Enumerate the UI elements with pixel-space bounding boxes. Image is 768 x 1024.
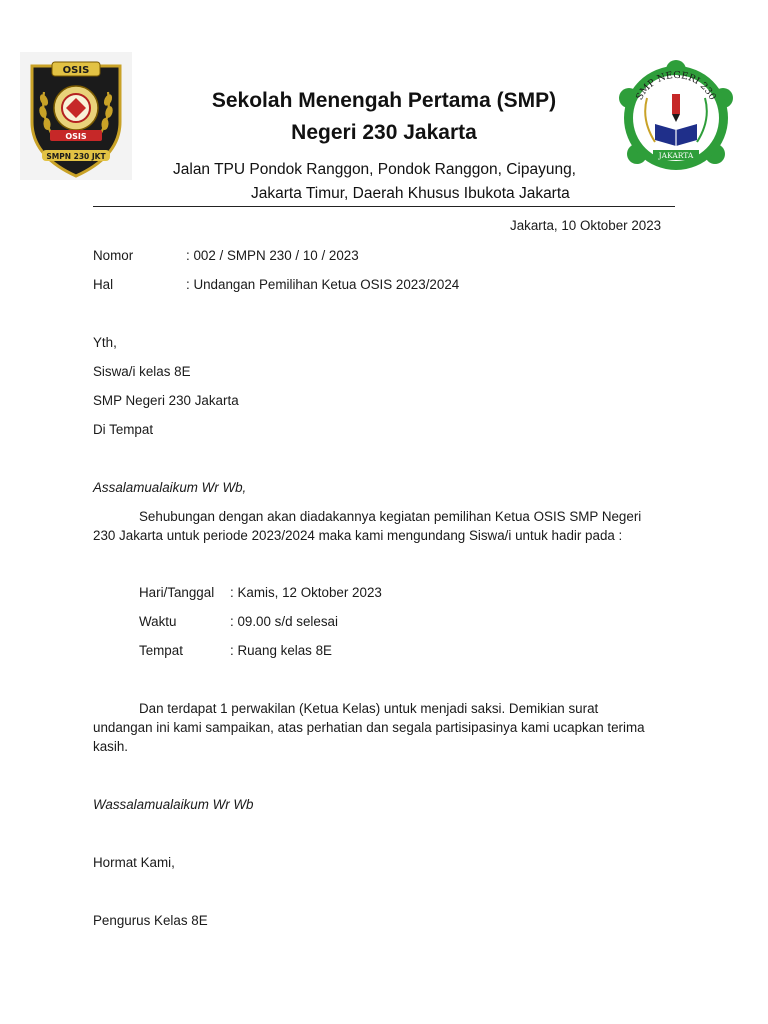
osis-logo-bottom-text: SMPN 230 JKT — [46, 152, 106, 161]
osis-logo-top-text: OSIS — [62, 65, 90, 76]
osis-logo-ribbon-text: OSIS — [65, 132, 87, 141]
address-line1: Jalan TPU Pondok Ranggon, Pondok Ranggon, Cipayung, — [173, 161, 576, 178]
nomor-value: : 002 / SMPN 230 / 10 / 2023 — [186, 248, 359, 263]
osis-logo — [20, 52, 132, 180]
closing-line1: Dan terdapat 1 perwakilan (Ketua Kelas) untuk menjadi saksi. Demikian surat — [139, 701, 599, 716]
farewell: Wassalamualaikum Wr Wb — [93, 797, 254, 812]
detail-time-label: Waktu — [139, 614, 177, 629]
sign-off: Hormat Kami, — [93, 855, 175, 870]
recipient-place: Di Tempat — [93, 422, 154, 437]
detail-date-label: Hari/Tanggal — [139, 585, 215, 600]
school-logo-arc-text: SMP NEGERI 230 — [634, 69, 718, 103]
hal-value: : Undangan Pemilihan Ketua OSIS 2023/2024 — [186, 277, 460, 292]
signatory: Pengurus Kelas 8E — [93, 913, 208, 928]
recipient-yth: Yth, — [93, 335, 117, 350]
hal-label: Hal — [93, 277, 114, 292]
intro-line2: 230 Jakarta untuk periode 2023/2024 maka kami mengundang Siswa/i untuk hadir pada : — [93, 528, 623, 543]
header-divider — [93, 206, 675, 207]
letter-date: Jakarta, 10 Oktober 2023 — [510, 218, 662, 233]
intro-line1: Sehubungan dengan akan diadakannya kegiatan pemilihan Ketua OSIS SMP Negeri — [139, 509, 642, 524]
school-name-line2: Negeri 230 Jakarta — [291, 121, 477, 144]
detail-place-label: Tempat — [139, 643, 183, 658]
detail-date-value: : Kamis, 12 Oktober 2023 — [230, 585, 382, 600]
greeting: Assalamualaikum Wr Wb, — [93, 480, 247, 495]
school-logo — [611, 58, 741, 178]
closing-line2: undangan ini kami sampaikan, atas perhatian dan segala partisipasinya kami ucapkan terima — [93, 720, 645, 735]
detail-time-value: : 09.00 s/d selesai — [230, 614, 338, 629]
recipient-class: Siswa/i kelas 8E — [93, 364, 191, 379]
closing-line3: kasih. — [93, 739, 128, 754]
school-name-line1: Sekolah Menengah Pertama (SMP) — [211, 89, 557, 112]
nomor-label: Nomor — [93, 248, 134, 263]
detail-place-value: : Ruang kelas 8E — [230, 643, 332, 658]
school-logo-ribbon-text: JAKARTA — [658, 151, 694, 160]
address-line2: Jakarta Timur, Daerah Khusus Ibukota Jakarta — [251, 185, 570, 202]
recipient-school: SMP Negeri 230 Jakarta — [93, 393, 239, 408]
